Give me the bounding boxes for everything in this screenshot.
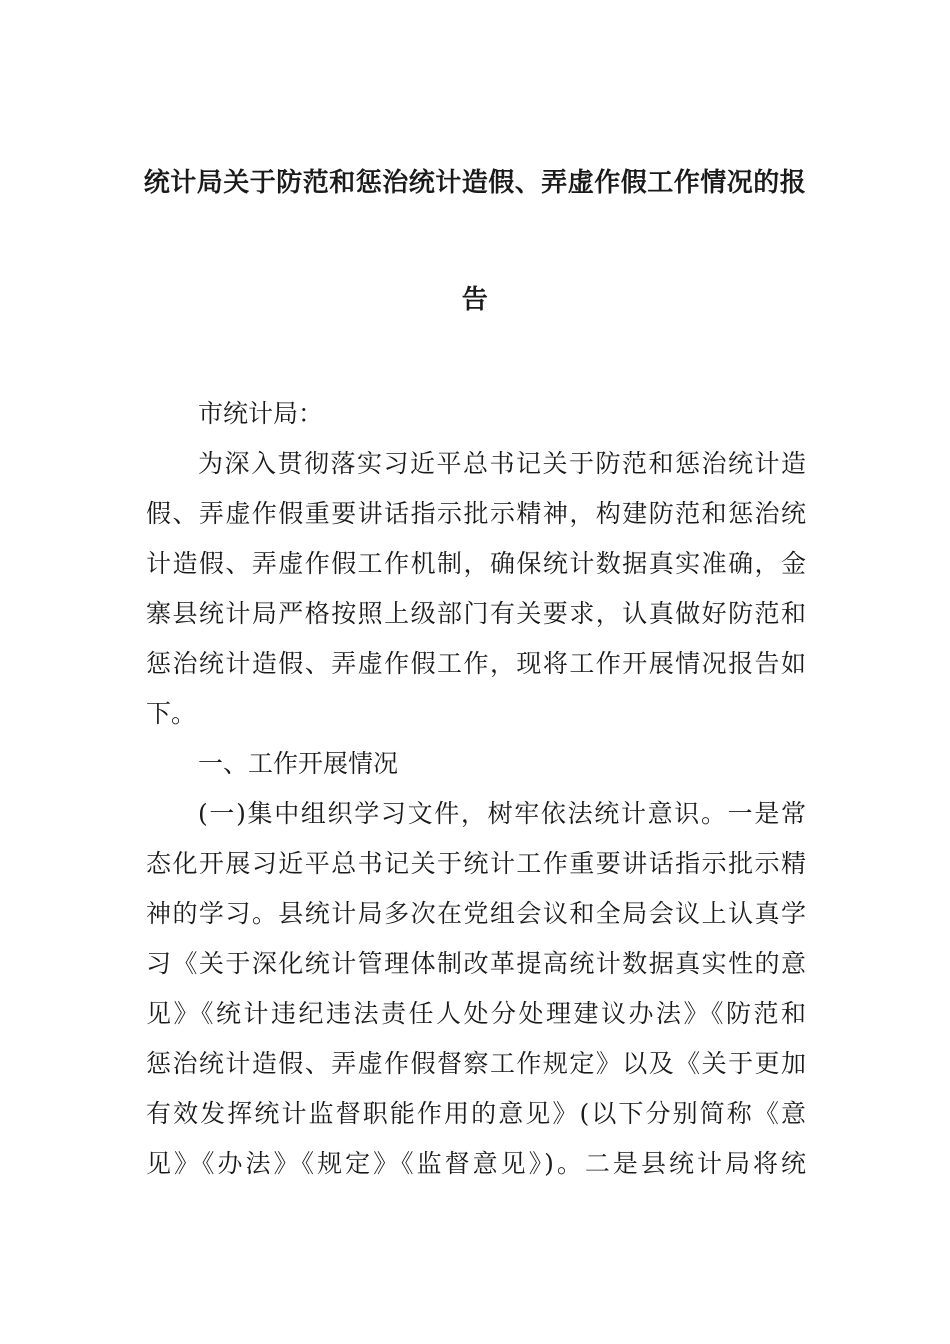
paragraph-line: 惩治统计造假、弄虚作假工作，现将工作开展情况报告如	[146, 649, 806, 678]
paragraph-line: 计造假、弄虚作假工作机制，确保统计数据真实准确，金	[146, 549, 806, 578]
paragraph-line: 态化开展习近平总书记关于统计工作重要讲话指示批示精	[146, 849, 806, 878]
paragraph-line: 见》《统计违纪违法责任人处分处理建议办法》《防范和	[146, 999, 806, 1028]
paragraph-line: 有效发挥统计监督职能作用的意见》(以下分别简称《意	[146, 1099, 806, 1128]
paragraph-line: 寨县统计局严格按照上级部门有关要求，认真做好防范和	[146, 599, 806, 628]
section-heading: 一、工作开展情况	[198, 749, 399, 778]
paragraph-line: 假、弄虚作假重要讲话指示批示精神，构建防范和惩治统	[146, 499, 806, 528]
paragraph-line: 为深入贯彻落实习近平总书记关于防范和惩治统计造	[198, 449, 806, 478]
document-title-line-2: 告	[461, 285, 489, 315]
paragraph-line: 神的学习。县统计局多次在党组会议和全局会议上认真学	[146, 899, 806, 928]
paragraph-line: 习《关于深化统计管理体制改革提高统计数据真实性的意	[146, 949, 806, 978]
paragraph-line: 下。	[146, 699, 197, 728]
paragraph-line: 惩治统计造假、弄虚作假督察工作规定》以及《关于更加	[146, 1049, 806, 1078]
paragraph-line: (一)集中组织学习文件，树牢依法统计意识。一是常	[198, 799, 806, 828]
paragraph-line: 见》《办法》《规定》《监督意见》)。二是县统计局将统	[146, 1149, 806, 1178]
document-title-line-1: 统计局关于防范和惩治统计造假、弄虚作假工作情况的报	[143, 168, 807, 198]
salutation: 市统计局：	[198, 399, 324, 428]
